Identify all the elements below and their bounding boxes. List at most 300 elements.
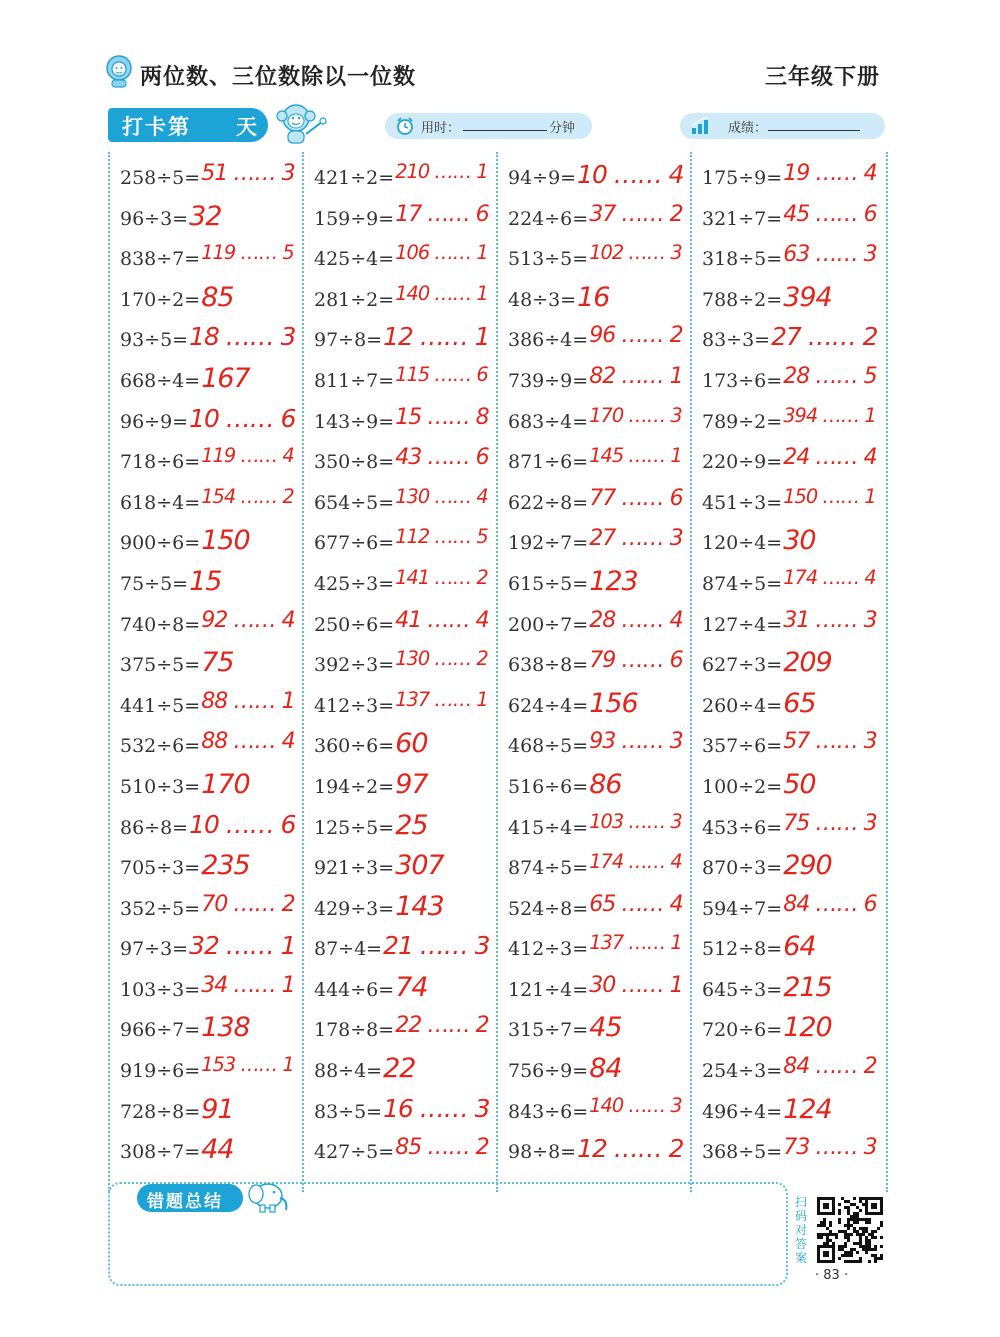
qr-module: [847, 1221, 850, 1224]
problem-row: [498, 566, 688, 607]
handwritten-answer[interactable]: 235: [201, 850, 250, 882]
qr-module: [832, 1242, 835, 1245]
qr-module: [817, 1224, 820, 1227]
division-problem: 96÷9=: [120, 410, 189, 433]
qr-module: [868, 1218, 871, 1221]
handwritten-answer[interactable]: 21 …… 3: [383, 931, 490, 961]
problem-row: [304, 931, 494, 972]
qr-module: [850, 1248, 853, 1251]
qr-module: [838, 1203, 841, 1206]
handwritten-answer[interactable]: 156: [589, 687, 638, 719]
qr-module: [877, 1257, 880, 1260]
problem-row: [498, 404, 688, 445]
qr-module: [832, 1233, 835, 1236]
handwritten-answer[interactable]: 22 …… 2: [395, 1012, 489, 1039]
handwritten-answer[interactable]: 209: [783, 647, 832, 679]
problem-row: [304, 525, 494, 566]
handwritten-answer[interactable]: 16: [577, 281, 610, 313]
division-problem: 194÷2=: [314, 775, 395, 798]
handwritten-answer[interactable]: 28 …… 4: [589, 606, 683, 633]
handwritten-answer[interactable]: 28 …… 5: [783, 362, 877, 389]
qr-module: [820, 1224, 823, 1227]
problem-row: [498, 647, 688, 688]
problem-row: [498, 891, 688, 932]
handwritten-answer[interactable]: 130 …… 2: [395, 647, 488, 671]
problem-row: [304, 728, 494, 769]
division-problem: 260÷4=: [702, 694, 783, 717]
problem-row: [498, 688, 688, 729]
handwritten-answer[interactable]: 170 …… 3: [589, 403, 682, 427]
division-problem: 318÷5=: [702, 248, 783, 271]
handwritten-answer[interactable]: 123: [589, 565, 638, 597]
problem-row: [304, 1012, 494, 1053]
problem-row: [498, 810, 688, 851]
handwritten-answer[interactable]: 64: [783, 931, 816, 963]
page-header: [100, 52, 890, 96]
qr-module: [844, 1236, 847, 1239]
handwritten-answer[interactable]: 32 …… 1: [189, 931, 296, 961]
qr-module: [823, 1242, 826, 1245]
problem-row: [304, 1094, 494, 1135]
handwritten-answer[interactable]: 82 …… 1: [589, 362, 683, 389]
qr-module: [856, 1251, 859, 1254]
division-problem: 83÷3=: [702, 329, 771, 352]
handwritten-answer[interactable]: 140 …… 3: [589, 1093, 682, 1117]
qr-module: [859, 1245, 862, 1248]
qr-module: [856, 1230, 859, 1233]
qr-module: [844, 1245, 847, 1248]
qr-module: [865, 1239, 868, 1242]
handwritten-answer[interactable]: 137 …… 1: [589, 931, 682, 955]
handwritten-answer[interactable]: 167: [201, 362, 250, 394]
problem-row: [692, 769, 882, 810]
qr-module: [859, 1209, 862, 1212]
division-problem: 127÷4=: [702, 613, 783, 636]
handwritten-answer[interactable]: 84: [589, 1053, 622, 1085]
handwritten-answer[interactable]: 37 …… 2: [589, 200, 683, 227]
handwritten-answer[interactable]: 65: [783, 687, 816, 719]
handwritten-answer[interactable]: 25: [395, 809, 428, 841]
handwritten-answer[interactable]: 15 …… 8: [395, 403, 489, 430]
qr-module: [820, 1221, 823, 1224]
problem-row: [692, 444, 882, 485]
problem-row: [692, 201, 882, 242]
qr-module: [865, 1245, 868, 1248]
qr-module: [838, 1245, 841, 1248]
handwritten-answer[interactable]: 34 …… 1: [201, 971, 295, 998]
qr-module: [823, 1218, 826, 1221]
division-problem: 516÷6=: [508, 775, 589, 798]
qr-module: [850, 1224, 853, 1227]
qr-module: [859, 1227, 862, 1230]
problem-row: [110, 160, 300, 201]
handwritten-answer[interactable]: 32: [189, 200, 222, 232]
division-problem: 427÷5=: [314, 1141, 395, 1164]
handwritten-answer[interactable]: 93 …… 3: [589, 728, 683, 755]
division-problem: 870÷3=: [702, 857, 783, 880]
problem-row: [498, 972, 688, 1013]
qr-module: [871, 1233, 874, 1236]
division-problem: 740÷8=: [120, 613, 201, 636]
handwritten-answer[interactable]: 74: [395, 971, 428, 1003]
qr-module: [853, 1248, 856, 1251]
qr-module: [865, 1242, 868, 1245]
handwritten-answer[interactable]: 19 …… 4: [783, 160, 877, 186]
qr-module: [844, 1224, 847, 1227]
qr-module: [868, 1242, 871, 1245]
handwritten-answer[interactable]: 60: [395, 728, 428, 760]
problem-row: [110, 850, 300, 891]
problem-row: [110, 688, 300, 729]
problem-row: [498, 160, 688, 201]
handwritten-answer[interactable]: 88 …… 1: [201, 687, 295, 714]
qr-module: [871, 1230, 874, 1233]
mistake-summary-badge: [137, 1184, 243, 1212]
handwritten-answer[interactable]: 120: [783, 1012, 832, 1044]
division-problem: 357÷6=: [702, 735, 783, 758]
qr-code-icon[interactable]: [815, 1195, 885, 1265]
handwritten-answer[interactable]: 130 …… 4: [395, 484, 488, 508]
handwritten-answer[interactable]: 22: [383, 1053, 416, 1085]
grade-label: 三年级下册: [764, 65, 880, 90]
problem-row: [692, 607, 882, 648]
handwritten-answer[interactable]: 86: [589, 768, 622, 800]
handwritten-answer[interactable]: 18 …… 3: [189, 322, 296, 352]
handwritten-answer[interactable]: 41 …… 4: [395, 606, 489, 633]
handwritten-answer[interactable]: 45: [589, 1012, 622, 1044]
handwritten-answer[interactable]: 143: [395, 890, 444, 922]
qr-module: [826, 1236, 829, 1239]
qr-module: [868, 1233, 871, 1236]
division-problem: 510÷3=: [120, 775, 201, 798]
handwritten-answer[interactable]: 17 …… 6: [395, 200, 489, 227]
qr-module: [865, 1251, 868, 1254]
problem-row: [692, 525, 882, 566]
problem-row: [692, 1012, 882, 1053]
division-problem: 627÷3=: [702, 654, 783, 677]
handwritten-answer[interactable]: 27 …… 2: [771, 322, 878, 352]
division-problem: 444÷6=: [314, 978, 395, 1001]
qr-module: [874, 1245, 877, 1248]
handwritten-answer[interactable]: 30: [783, 525, 816, 557]
page-number: · 83 ·: [815, 1268, 849, 1283]
problem-row: [304, 972, 494, 1013]
handwritten-answer[interactable]: 27 …… 3: [589, 525, 683, 552]
handwritten-answer[interactable]: 45 …… 6: [783, 200, 877, 227]
qr-module: [850, 1254, 853, 1257]
handwritten-answer[interactable]: 210 …… 1: [395, 160, 488, 183]
division-problem: 451÷3=: [702, 491, 783, 514]
problem-row: [498, 850, 688, 891]
handwritten-answer[interactable]: 43 …… 6: [395, 444, 489, 471]
handwritten-answer[interactable]: 15: [189, 565, 222, 597]
qr-module: [835, 1233, 838, 1236]
division-problem: 720÷6=: [702, 1019, 783, 1042]
handwritten-answer[interactable]: 44: [201, 1134, 234, 1166]
division-problem: 900÷6=: [120, 532, 201, 555]
handwritten-answer[interactable]: 307: [395, 850, 444, 882]
division-problem: 683÷4=: [508, 410, 589, 433]
division-problem: 170÷2=: [120, 288, 201, 311]
qr-module: [871, 1236, 874, 1239]
handwritten-answer[interactable]: 31 …… 3: [783, 606, 877, 633]
handwritten-answer[interactable]: 394 …… 1: [783, 403, 876, 427]
division-problem: 415÷4=: [508, 816, 589, 839]
handwritten-answer[interactable]: 73 …… 3: [783, 1134, 877, 1161]
division-problem: 512÷8=: [702, 938, 783, 961]
problem-row: [692, 810, 882, 851]
lion-icon: [104, 54, 134, 88]
qr-module: [829, 1230, 832, 1233]
division-problem: 220÷9=: [702, 451, 783, 474]
division-problem: 96÷3=: [120, 207, 189, 230]
qr-module: [856, 1233, 859, 1236]
problem-row: [692, 282, 882, 323]
qr-module: [847, 1251, 850, 1254]
qr-module: [829, 1233, 832, 1236]
handwritten-answer[interactable]: 84 …… 2: [783, 1053, 877, 1080]
division-problem: 468÷5=: [508, 735, 589, 758]
handwritten-answer[interactable]: 138: [201, 1012, 250, 1044]
handwritten-answer[interactable]: 119 …… 4: [201, 444, 294, 468]
problem-row: [304, 160, 494, 201]
division-problem: 638÷8=: [508, 654, 589, 677]
division-problem: 919÷6=: [120, 1060, 201, 1083]
column-border-right: [886, 152, 888, 1192]
problem-row: [304, 810, 494, 851]
problem-row: [110, 1134, 300, 1175]
problem-row: [304, 241, 494, 282]
time-blank[interactable]: [463, 130, 547, 131]
problem-row: [498, 363, 688, 404]
handwritten-answer[interactable]: 394: [783, 281, 832, 313]
qr-module: [853, 1230, 856, 1233]
problem-row: [110, 931, 300, 972]
problem-row: [692, 850, 882, 891]
qr-module: [844, 1251, 847, 1254]
qr-module: [841, 1248, 844, 1251]
qr-module: [853, 1221, 856, 1224]
division-problem: 615÷5=: [508, 572, 589, 595]
qr-module: [847, 1218, 850, 1221]
division-problem: 756÷9=: [508, 1060, 589, 1083]
handwritten-answer[interactable]: 102 …… 3: [589, 241, 682, 265]
qr-module: [853, 1227, 856, 1230]
qr-module: [847, 1224, 850, 1227]
qr-module: [838, 1257, 841, 1260]
qr-module: [817, 1236, 820, 1239]
qr-module: [865, 1248, 868, 1251]
handwritten-answer[interactable]: 96 …… 2: [589, 322, 683, 349]
problem-row: [692, 485, 882, 526]
qr-label: 扫码对答案: [795, 1195, 808, 1265]
time-label: 用时：: [421, 121, 461, 136]
division-problem: 739÷9=: [508, 369, 589, 392]
qr-module: [880, 1224, 883, 1227]
problem-row: [498, 1134, 688, 1175]
qr-module: [862, 1233, 865, 1236]
problem-row: [110, 891, 300, 932]
time-unit: 分钟: [549, 121, 576, 136]
division-problem: 412÷3=: [314, 694, 395, 717]
score-blank[interactable]: [768, 130, 860, 131]
division-problem: 843÷6=: [508, 1100, 589, 1123]
division-problem: 86÷8=: [120, 816, 189, 839]
handwritten-answer[interactable]: 16 …… 3: [383, 1093, 490, 1123]
qr-module: [874, 1230, 877, 1233]
qr-module: [853, 1218, 856, 1221]
problem-row: [692, 1094, 882, 1135]
qr-module: [823, 1233, 826, 1236]
qr-module: [862, 1218, 865, 1221]
division-problem: 874÷5=: [508, 857, 589, 880]
division-problem: 718÷6=: [120, 451, 201, 474]
handwritten-answer[interactable]: 112 …… 5: [395, 525, 488, 549]
qr-module: [826, 1233, 829, 1236]
handwritten-answer[interactable]: 84 …… 6: [783, 890, 877, 917]
problem-row: [498, 607, 688, 648]
handwritten-answer[interactable]: 92 …… 4: [201, 606, 295, 633]
qr-module: [874, 1257, 877, 1260]
division-problem: 48÷3=: [508, 288, 577, 311]
qr-module: [847, 1200, 850, 1203]
handwritten-answer[interactable]: 215: [783, 971, 832, 1003]
handwritten-answer[interactable]: 24 …… 4: [783, 444, 877, 471]
handwritten-answer[interactable]: 12 …… 1: [383, 322, 490, 352]
handwritten-answer[interactable]: 124: [783, 1093, 832, 1125]
handwritten-answer[interactable]: 88 …… 4: [201, 728, 295, 755]
division-problem: 524÷8=: [508, 897, 589, 920]
handwritten-answer[interactable]: 85 …… 2: [395, 1134, 489, 1161]
handwritten-answer[interactable]: 75: [201, 647, 234, 679]
qr-module: [859, 1257, 862, 1260]
handwritten-answer[interactable]: 103 …… 3: [589, 809, 682, 833]
handwritten-answer[interactable]: 50: [783, 768, 816, 800]
handwritten-answer[interactable]: 106 …… 1: [395, 241, 488, 265]
problem-row: [498, 1012, 688, 1053]
handwritten-answer[interactable]: 137 …… 1: [395, 687, 488, 711]
qr-module: [868, 1239, 871, 1242]
problem-row: [498, 1053, 688, 1094]
qr-module: [844, 1254, 847, 1257]
qr-module: [868, 1248, 871, 1251]
score-label: 成绩：: [728, 121, 768, 136]
handwritten-answer[interactable]: 174 …… 4: [783, 565, 876, 589]
handwritten-answer[interactable]: 150: [201, 525, 250, 557]
division-problem: 352÷5=: [120, 897, 201, 920]
qr-module: [874, 1260, 877, 1263]
handwritten-answer[interactable]: 10 …… 6: [189, 403, 296, 433]
problem-row: [498, 525, 688, 566]
handwritten-answer[interactable]: 145 …… 1: [589, 444, 682, 468]
division-problem: 871÷6=: [508, 451, 589, 474]
problem-row: [498, 201, 688, 242]
qr-module: [847, 1254, 850, 1257]
handwritten-answer[interactable]: 51 …… 3: [201, 160, 295, 186]
handwritten-answer[interactable]: 57 …… 3: [783, 728, 877, 755]
handwritten-answer[interactable]: 119 …… 5: [201, 241, 294, 265]
handwritten-answer[interactable]: 10 …… 4: [577, 160, 684, 189]
qr-module: [865, 1218, 868, 1221]
qr-module: [859, 1200, 862, 1203]
problem-row: [304, 647, 494, 688]
qr-module: [856, 1260, 859, 1263]
problem-row: [692, 647, 882, 688]
handwritten-answer[interactable]: 85: [201, 281, 234, 313]
handwritten-answer[interactable]: 91: [201, 1093, 234, 1125]
handwritten-answer[interactable]: 141 …… 2: [395, 565, 488, 589]
problem-row: [692, 1053, 882, 1094]
qr-module: [850, 1260, 853, 1263]
division-problem: 360÷6=: [314, 735, 395, 758]
division-problem: 98÷8=: [508, 1141, 577, 1164]
division-problem: 654÷5=: [314, 491, 395, 514]
handwritten-answer[interactable]: 75 …… 3: [783, 809, 877, 836]
handwritten-answer[interactable]: 77 …… 6: [589, 484, 683, 511]
qr-module: [850, 1203, 853, 1206]
handwritten-answer[interactable]: 153 …… 1: [201, 1053, 294, 1077]
division-problem: 622÷8=: [508, 491, 589, 514]
qr-module: [838, 1221, 841, 1224]
problem-row: [110, 322, 300, 363]
handwritten-answer[interactable]: 150 …… 1: [783, 484, 876, 508]
division-problem: 175÷9=: [702, 167, 783, 189]
score-chart-icon: [690, 116, 710, 136]
handwritten-answer[interactable]: 290: [783, 850, 832, 882]
division-problem: 100÷2=: [702, 775, 783, 798]
qr-module: [880, 1245, 883, 1248]
qr-module: [823, 1221, 826, 1224]
qr-module: [847, 1212, 850, 1215]
division-problem: 88÷4=: [314, 1060, 383, 1083]
division-problem: 178÷8=: [314, 1019, 395, 1042]
division-problem: 425÷4=: [314, 248, 395, 271]
qr-module: [874, 1248, 877, 1251]
division-problem: 375÷5=: [120, 654, 201, 677]
division-problem: 425÷3=: [314, 572, 395, 595]
division-problem: 350÷8=: [314, 451, 395, 474]
handwritten-answer[interactable]: 79 …… 6: [589, 647, 683, 674]
handwritten-answer[interactable]: 30 …… 1: [589, 971, 683, 998]
problem-row: [692, 241, 882, 282]
handwritten-answer[interactable]: 12 …… 2: [577, 1134, 684, 1164]
division-problem: 224÷6=: [508, 207, 589, 230]
handwritten-answer[interactable]: 174 …… 4: [589, 850, 682, 874]
handwritten-answer[interactable]: 10 …… 6: [189, 809, 296, 839]
handwritten-answer[interactable]: 65 …… 4: [589, 890, 683, 917]
handwritten-answer[interactable]: 140 …… 1: [395, 281, 488, 305]
problem-row: [692, 972, 882, 1013]
handwritten-answer[interactable]: 97: [395, 768, 428, 800]
qr-module: [865, 1230, 868, 1233]
handwritten-answer[interactable]: 115 …… 6: [395, 362, 488, 386]
division-problem: 441÷5=: [120, 694, 201, 717]
handwritten-answer[interactable]: 170: [201, 768, 250, 800]
problem-row: [110, 282, 300, 323]
problem-row: [304, 282, 494, 323]
handwritten-answer[interactable]: 63 …… 3: [783, 241, 877, 268]
division-problem: 315÷7=: [508, 1019, 589, 1042]
division-problem: 192÷7=: [508, 532, 589, 555]
handwritten-answer[interactable]: 154 …… 2: [201, 484, 294, 508]
qr-module: [853, 1212, 856, 1215]
handwritten-answer[interactable]: 70 …… 2: [201, 890, 295, 917]
qr-module: [835, 1236, 838, 1239]
qr-module: [862, 1245, 865, 1248]
division-problem: 624÷4=: [508, 694, 589, 717]
qr-module: [868, 1260, 871, 1263]
problem-row: [110, 1012, 300, 1053]
